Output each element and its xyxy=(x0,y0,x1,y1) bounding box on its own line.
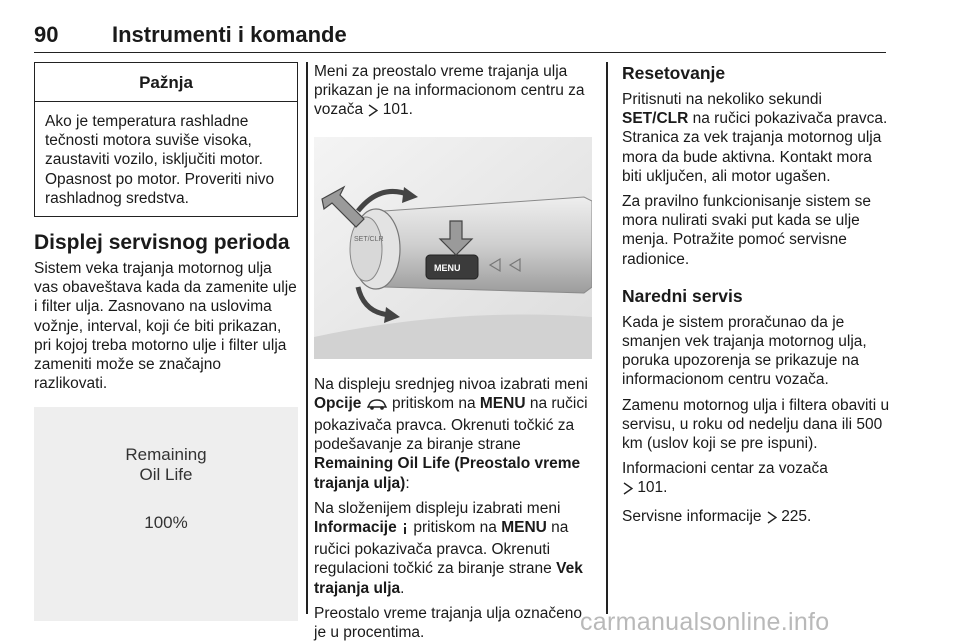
next-service-paragraph-1: Kada je sistem proračunao da je smanjen vek trajanja motornog ulja, poruka upozorenja se prikazuje na informacionom centru vozača. xyxy=(622,313,867,389)
column-left xyxy=(34,62,298,621)
reference-driver-info: Informacioni centar za vozača 101. xyxy=(622,459,892,500)
paragraph-menu-intro: Meni za preostalo vreme trajanja ulja prikazan je na informacionom centru za vozača 101. xyxy=(314,62,592,123)
triangle-ref-icon xyxy=(367,103,378,122)
display-line-1: Remaining xyxy=(125,445,207,465)
caution-title: Pažnja xyxy=(35,63,297,102)
paragraph-percent: Preostalo vreme trajanja ulja označeno je u procentima. xyxy=(314,604,582,642)
reset-paragraph-1: Pritisnuti na nekoliko sekundi SET/CLR na ručici pokazivača pravca. Stranica za vek trajanja motornog ulja mora da bude aktivna. Kontakt mora biti uključen, ali motor ugašen. xyxy=(622,91,888,185)
next-service-paragraph-2: Zamenu motornog ulja i filtera obaviti u servisu, u roku od nedelju dana ili 500 km (uslov koji se pre ispuni). xyxy=(622,396,890,453)
caution-box xyxy=(34,62,298,217)
page-header xyxy=(34,14,886,53)
menu-button-label: MENU xyxy=(434,262,461,273)
paragraph-mid-level-display: Na displeju srednjeg nivoa izabrati meni Opcije pritiskom na MENU na ručici pokazivača pravca. Okrenuti točkić za podešavanje za biranje strane Remaining Oil Life (Preostalo vreme trajanja ulja): xyxy=(314,375,588,492)
column-right xyxy=(622,62,892,529)
watermark: carmanualsonline.info xyxy=(580,608,830,636)
intro-paragraph: Sistem veka trajanja motornog ulja vas obaveštava kada da zamenite ulje i filter ulja. Zasnovano na uslovima vožnje, interval, koji će biti prikazan, pri kojoj treba motorno ulje i filter ulja zameniti može se značajno razlikovati. xyxy=(34,260,297,393)
section-heading: Displej servisnog perioda xyxy=(34,231,290,255)
next-service-heading: Naredni servis xyxy=(622,285,743,306)
triangle-ref-icon xyxy=(622,481,633,500)
car-icon xyxy=(366,397,388,416)
info-icon xyxy=(401,521,409,540)
column-divider xyxy=(306,62,308,614)
display-line-2: Oil Life xyxy=(139,465,193,485)
page-number: 90 xyxy=(34,22,59,47)
caution-text: Ako je temperatura rashladne tečnosti motora suviše visoka, zaustaviti vozilo, isključiti motor. Opasnost po motor. Proveriti nivo rashladnog sredstva. xyxy=(45,113,275,207)
oil-life-display-illustration xyxy=(34,407,298,621)
set-clr-label: SET/CLR xyxy=(354,235,384,243)
reset-heading: Resetovanje xyxy=(622,63,726,83)
turn-signal-stalk-illustration xyxy=(314,137,592,359)
reference-service-info: Servisne informacije 225. xyxy=(622,507,892,529)
column-middle xyxy=(314,62,592,642)
column-divider xyxy=(606,62,608,614)
chapter-title: Instrumenti i komande xyxy=(112,22,347,47)
reset-paragraph-2: Za pravilno funkcionisanje sistem se mora nulirati svaki put kada se ulje menja. Potražite pomoć servisne radionice. xyxy=(622,193,871,268)
triangle-ref-icon xyxy=(766,510,777,529)
stalk-drawing xyxy=(314,137,592,359)
display-percent: 100% xyxy=(144,513,188,533)
paragraph-complex-display: Na složenijem displeju izabrati meni Informacije pritiskom na MENU na ručici pokazivača pravca. Okrenuti regulacioni točkić za biranje strane Vek trajanja ulja. xyxy=(314,499,583,597)
